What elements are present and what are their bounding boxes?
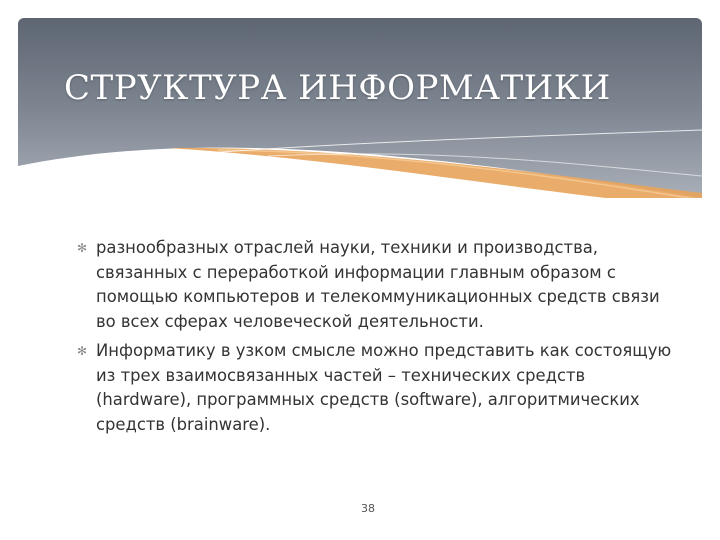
header-wave-decoration [18, 128, 702, 198]
asterisk-bullet-icon: ✻ [77, 344, 88, 358]
bullet-text: разнообразных отраслей науки, техники и производства, связанных с переработкой информации главным образом с помощью компьютеров и телекоммуникационных средств связи во всех сферах человеческой деятельности. [96, 238, 660, 331]
bullet-item [77, 339, 677, 437]
asterisk-bullet-icon: ✻ [77, 241, 88, 255]
slide [18, 18, 702, 540]
slide-header [18, 18, 702, 198]
bullet-item [77, 236, 677, 334]
page-number: 38 [361, 502, 375, 515]
bullet-list [77, 236, 677, 442]
slide-title: СТРУКТУРА ИНФОРМАТИКИ [64, 68, 611, 108]
bullet-text: Информатику в узком смысле можно представить как состоящую из трех взаимосвязанных частей – технических средств (hardware), программных средств (software), алгоритмических средств (brainware). [96, 341, 672, 434]
